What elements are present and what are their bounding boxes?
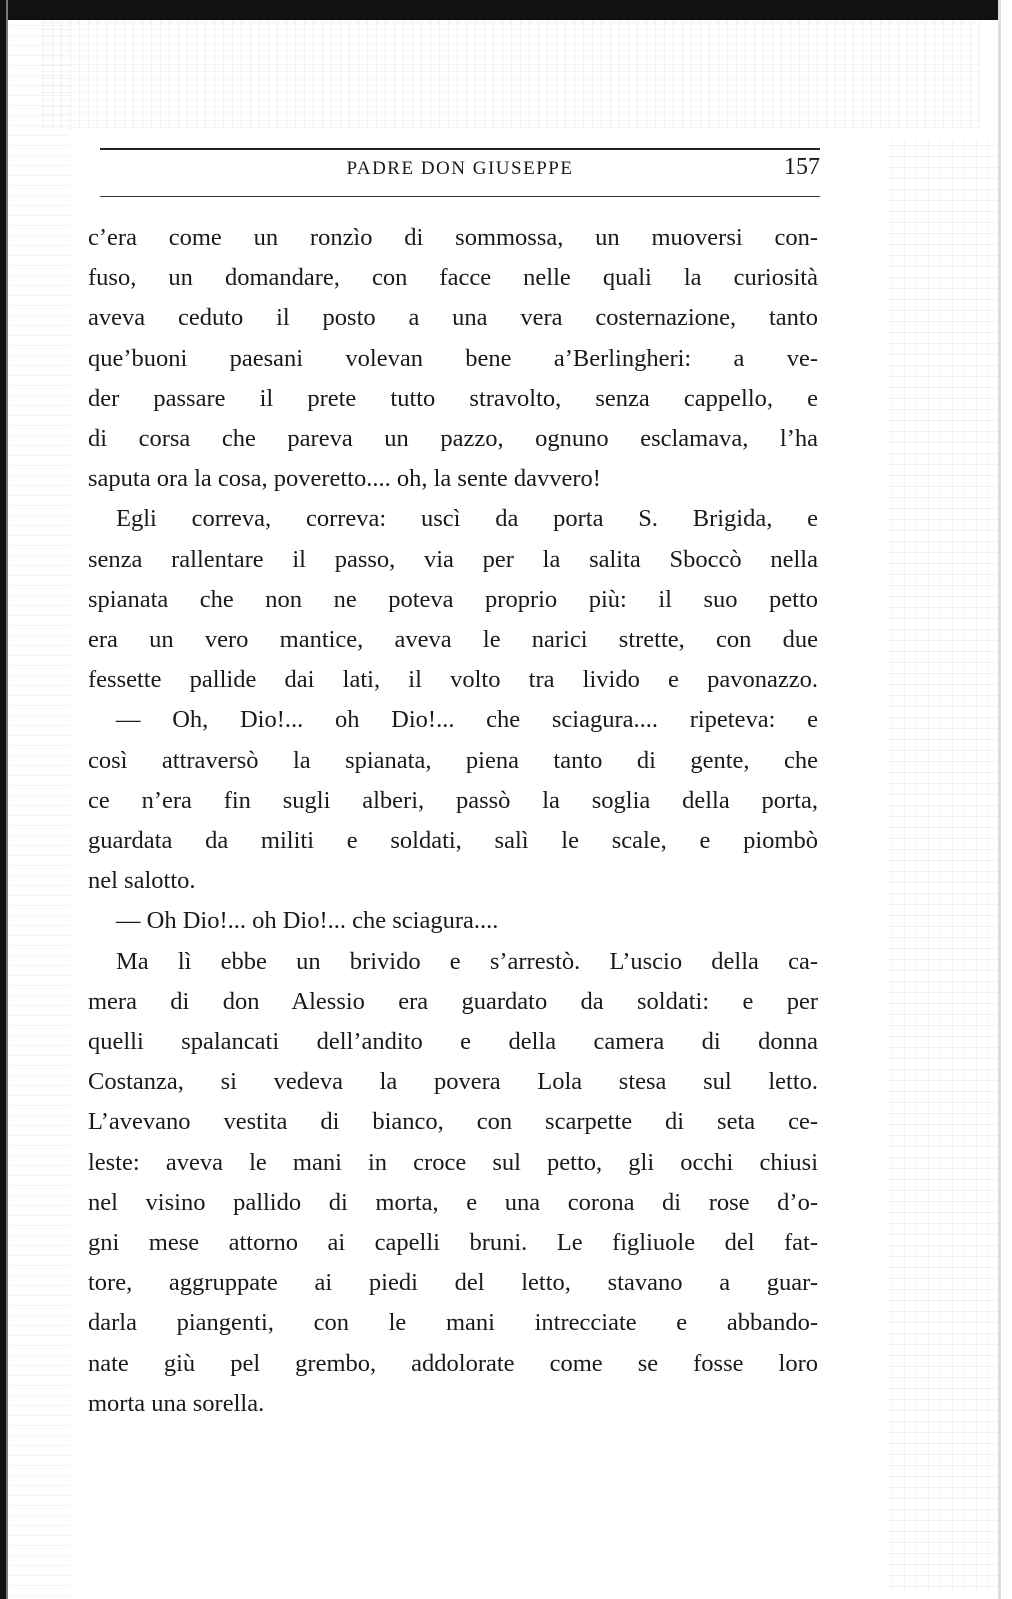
body-text	[88, 218, 818, 1424]
scan-noise-right	[888, 140, 998, 1590]
text-line: era un vero mantice, aveva le narici strette, con due	[88, 626, 818, 654]
text-line: guardata da militi e soldati, salì le scale, e piombò	[88, 827, 818, 855]
text-line: morta una sorella.	[88, 1389, 265, 1417]
text-line: senza rallentare il passo, via per la salita Sboccò nella	[88, 545, 818, 573]
text-line: c’era come un ronzìo di sommossa, un muoversi con-	[88, 224, 818, 251]
text-line: mera di don Alessio era guardato da soldati: e per	[88, 987, 818, 1015]
text-line: nel visino pallido di morta, e una corona di rose d’o-	[88, 1188, 818, 1216]
scan-noise-left	[10, 0, 70, 1599]
text-line: Egli correva, correva: uscì da porta S. Brigida, e	[116, 505, 818, 533]
text-line: der passare il prete tutto stravolto, senza cappello, e	[88, 384, 818, 412]
text-line: spianata che non ne poteva proprio più: il suo petto	[88, 585, 818, 613]
text-line: fessette pallide dai lati, il volto tra livido e pavonazzo.	[88, 666, 818, 694]
text-line: gni mese attorno ai capelli bruni. Le figliuole del fat-	[88, 1229, 818, 1257]
text-line: di corsa che pareva un pazzo, ognuno esclamava, l’ha	[88, 425, 818, 453]
text-line: ce n’era fin sugli alberi, passò la soglia della porta,	[88, 786, 818, 814]
running-header	[100, 148, 820, 197]
text-line: nate giù pel grembo, addolorate come se fosse loro	[88, 1349, 818, 1377]
scan-top-border	[0, 0, 1000, 20]
text-line: così attraversò la spianata, piena tanto di gente, che	[88, 746, 818, 774]
text-line: aveva ceduto il posto a una vera costernazione, tanto	[88, 304, 818, 332]
text-line: fuso, un domandare, con facce nelle quali la curiosità	[88, 264, 818, 292]
text-line: tore, aggruppate ai piedi del letto, stavano a guar-	[88, 1269, 818, 1297]
text-line: que’buoni paesani volevan bene a’Berlingheri: a ve-	[88, 344, 818, 372]
text-line: saputa ora la cosa, poveretto.... oh, la sente davvero!	[88, 465, 601, 493]
running-title: PADRE DON GIUSEPPE	[346, 158, 574, 179]
text-line: leste: aveva le mani in croce sul petto, gli occhi chiusi	[88, 1148, 818, 1176]
text-line: — Oh, Dio!... oh Dio!... che sciagura.... ripeteva: e	[116, 706, 818, 734]
text-line: — Oh Dio!... oh Dio!... che sciagura....	[116, 907, 499, 935]
text-line: Ma lì ebbe un brivido e s’arrestò. L’uscio della ca-	[116, 947, 818, 975]
text-line: L’avevano vestita di bianco, con scarpette di seta ce-	[88, 1108, 818, 1136]
scan-left-border	[0, 0, 10, 1599]
scan-noise-top	[40, 20, 980, 130]
page-number: 157	[784, 154, 820, 180]
text-line: nel salotto.	[88, 867, 196, 895]
text-line: Costanza, si vedeva la povera Lola stesa sul letto.	[88, 1068, 818, 1096]
scan-right-border	[998, 0, 1012, 1599]
text-line: darla piangenti, con le mani intrecciate e abbando-	[88, 1309, 818, 1337]
text-line: quelli spalancati dell’andito e della camera di donna	[88, 1028, 818, 1056]
